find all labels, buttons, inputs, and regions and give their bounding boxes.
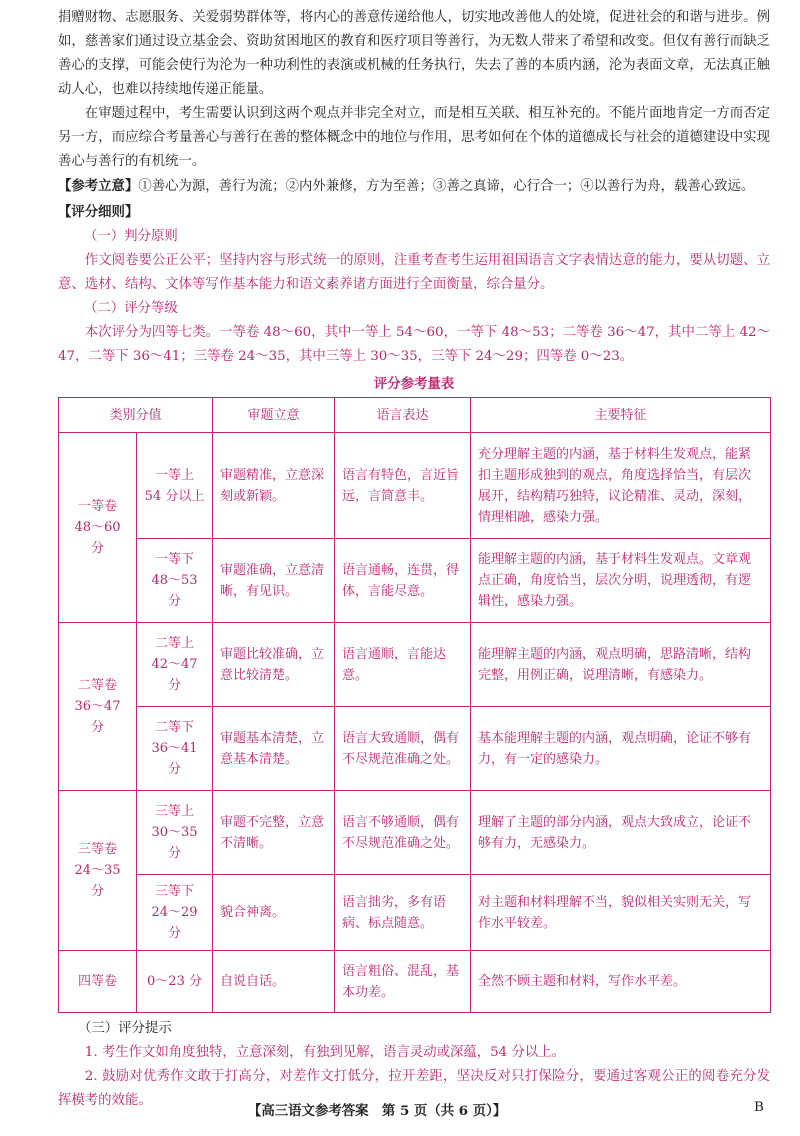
features-cell: 全然不顾主题和材料，写作水平差。 bbox=[471, 951, 771, 1013]
tips-title: （三）评分提示 bbox=[78, 1021, 172, 1036]
grade-cell: 一等卷 48～60 分 bbox=[59, 433, 137, 623]
tip-1: 1. 考生作文如角度独特，立意深刻，有独到见解，语言灵动或深蕴，54 分以上。 bbox=[84, 1045, 566, 1060]
reference-theme-label: 【参考立意】 bbox=[58, 178, 139, 194]
grade-cell: 二等卷 36～47 分 bbox=[59, 623, 137, 791]
grade-cell: 四等卷 bbox=[59, 951, 137, 1013]
table-row bbox=[59, 539, 771, 623]
subgrade-cell: 二等下 36～41 分 bbox=[137, 707, 213, 791]
language-cell: 语言大致通顺，偶有不尽规范准确之处。 bbox=[335, 707, 471, 791]
header-category: 类别分值 bbox=[59, 398, 213, 433]
table-row bbox=[59, 791, 771, 875]
scoring-tips bbox=[58, 1017, 770, 1113]
table-row bbox=[59, 433, 771, 539]
scoring-table bbox=[58, 397, 771, 1013]
topic-cell: 审题准确，立意清晰，有见识。 bbox=[213, 539, 335, 623]
features-cell: 理解了主题的部分内涵，观点大致成立，论证不够有力，无感染力。 bbox=[471, 791, 771, 875]
subgrade-cell: 三等上 30～35 分 bbox=[137, 791, 213, 875]
features-cell: 充分理解主题的内涵，基于材料生发观点，能紧扣主题形成独到的观点，角度选择恰当，有层次展开，结构精巧独特，议论精准、灵动，深刻，情理相融，感染力强。 bbox=[471, 433, 771, 539]
language-cell: 语言拙劣，多有语病、标点随意。 bbox=[335, 875, 471, 951]
tip-2: 2. 鼓励对优秀作文敢于打高分，对差作文打低分，拉开差距，坚决反对只打保险分，要通过客观公正的阅卷充分发挥模考的效能。 bbox=[58, 1069, 770, 1108]
topic-cell: 貌合神离。 bbox=[213, 875, 335, 951]
subgrade-cell: 一等下 48～53 分 bbox=[137, 539, 213, 623]
footer-page-info: 【高三语文参考答案 第 5 页（共 6 页）】 bbox=[248, 1103, 507, 1119]
topic-cell: 自说自话。 bbox=[213, 951, 335, 1013]
scoring-table-title: 评分参考量表 bbox=[373, 376, 455, 392]
reference-theme-text: ①善心为源，善行为流；②内外兼修，方为至善；③善之真谛，心行合一；④以善行为舟，载善心致远。 bbox=[138, 179, 755, 194]
language-cell: 语言粗俗、混乱，基本功差。 bbox=[335, 951, 471, 1013]
subgrade-cell: 一等上 54 分以上 bbox=[137, 433, 213, 539]
reference-theme bbox=[58, 174, 770, 199]
grade-level-title: （二）评分等级 bbox=[84, 301, 178, 316]
topic-cell: 审题不完整，立意不清晰。 bbox=[213, 791, 335, 875]
header-features: 主要特征 bbox=[471, 398, 771, 433]
intro-paragraph-2: 在审题过程中，考生需要认识到这两个观点并非完全对立，而是相互关联、相互补充的。不能片面地肯定一方而否定另一方，而应综合考量善心与善行在善的整体概念中的地位与作用，思考如何在个体的道德成长与社会的道德建设中实现善心与善行的有机统一。 bbox=[58, 106, 770, 169]
features-cell: 能理解主题的内涵，基于材料生发观点。文章观点正确，角度恰当，层次分明，说理透彻，有逻辑性，感染力强。 bbox=[471, 539, 771, 623]
subgrade-cell: 0～23 分 bbox=[137, 951, 213, 1013]
features-cell: 基本能理解主题的内涵，观点明确，论证不够有力，有一定的感染力。 bbox=[471, 707, 771, 791]
language-cell: 语言不够通顺，偶有不尽规范准确之处。 bbox=[335, 791, 471, 875]
subgrade-cell: 三等下 24～29 分 bbox=[137, 875, 213, 951]
table-row bbox=[59, 875, 771, 951]
scoring-rules-header: 【评分细则】 bbox=[58, 204, 139, 220]
table-row bbox=[59, 623, 771, 707]
page-footer bbox=[0, 1100, 800, 1124]
header-language: 语言表达 bbox=[335, 398, 471, 433]
features-cell: 能理解主题的内涵，观点明确，思路清晰，结构完整，用例正确，说理清晰，有感染力。 bbox=[471, 623, 771, 707]
grade-level-text: 本次评分为四等七类。一等卷 48～60，其中一等上 54～60，一等下 48～53；二等卷 36～47，其中二等上 42～47，二等下 36～41；三等卷 24～35，其中三等上 30～35，三等下 24～29；四等卷 0～23。 bbox=[58, 325, 770, 364]
table-row bbox=[59, 951, 771, 1013]
grade-cell: 三等卷 24～35 分 bbox=[59, 791, 137, 951]
principle-text: 作文阅卷要公正公平；坚持内容与形式统一的原则，注重考查考生运用祖国语言文字表情达意的能力，要从切题、立意、选材、结构、文体等写作基本能力和语文素养诸方面进行全面衡量，综合量分。 bbox=[58, 253, 770, 292]
language-cell: 语言有特色，言近旨远，言简意丰。 bbox=[335, 433, 471, 539]
subgrade-cell: 二等上 42～47 分 bbox=[137, 623, 213, 707]
language-cell: 语言通畅，连贯，得体，言能尽意。 bbox=[335, 539, 471, 623]
table-header-row bbox=[59, 398, 771, 433]
topic-cell: 审题比较准确，立意比较清楚。 bbox=[213, 623, 335, 707]
header-topic: 审题立意 bbox=[213, 398, 335, 433]
features-cell: 对主题和材料理解不当，貌似相关实则无关，写作水平较差。 bbox=[471, 875, 771, 951]
intro-paragraph-1: 捐赠财物、志愿服务、关爱弱势群体等，将内心的善意传递给他人，切实地改善他人的处境，促进社会的和谐与进步。例如，慈善家们通过设立基金会、资助贫困地区的教育和医疗项目等善行，为无数人带来了希望和改变。但仅有善行而缺乏善心的支撑，可能会使行为沦为一种功利性的表演或机械的任务执行，失去了善的本质内涵，沦为表面文章，无法真正触动人心，也难以持续地传递正能量。 bbox=[58, 10, 770, 97]
footer-version: B bbox=[754, 1100, 764, 1115]
topic-cell: 审题精准，立意深刻或新颖。 bbox=[213, 433, 335, 539]
page-content bbox=[58, 6, 770, 1113]
topic-cell: 审题基本清楚，立意基本清楚。 bbox=[213, 707, 335, 791]
table-row bbox=[59, 707, 771, 791]
language-cell: 语言通顺，言能达意。 bbox=[335, 623, 471, 707]
principle-title: （一）判分原则 bbox=[84, 229, 178, 244]
